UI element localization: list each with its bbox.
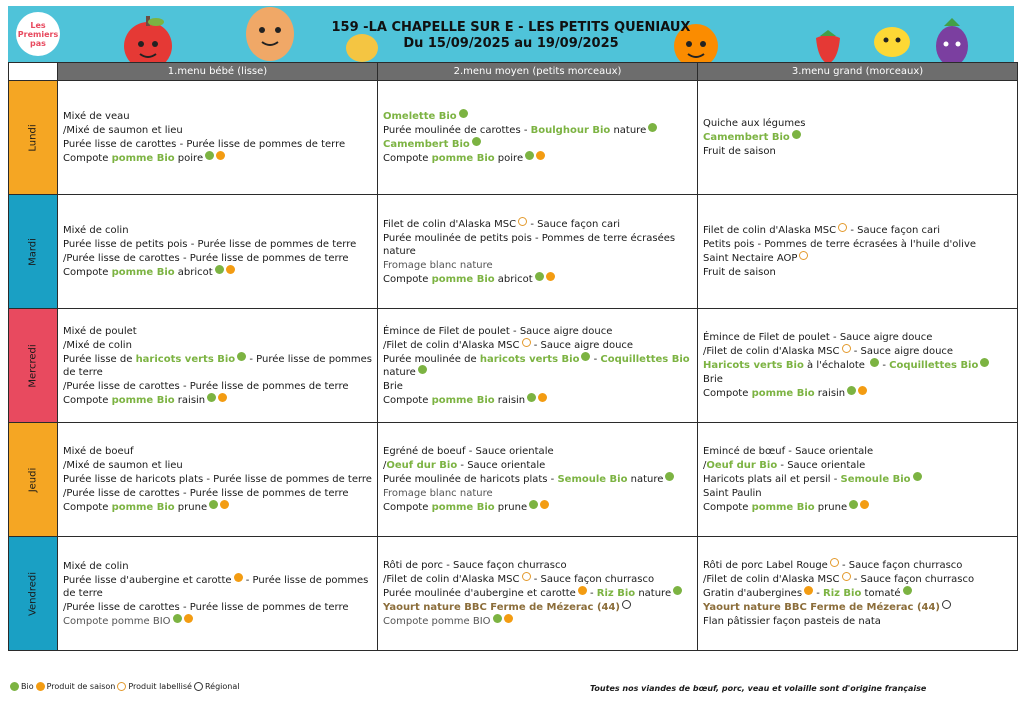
menu-cell-mercredi-baby: Mixé de poulet /Mixé de colin Purée lisse de haricots verts Bio - Purée lisse de pommes de terre /Purée lisse de carottes - Purée lisse de pommes de terre Compote pomme Bio raisin: [58, 309, 378, 423]
bio-icon: [792, 130, 801, 139]
bio-icon: [207, 393, 216, 402]
label-icon: [842, 344, 851, 353]
bio-icon: [581, 352, 590, 361]
menu-cell-vendredi-large: Rôti de porc Label Rouge - Sauce façon churrasco /Filet de colin d'Alaska MSC - Sauce façon churrasco Gratin d'aubergines - Riz Bio tomaté Yaourt nature BBC Ferme de Mézerac (44) Flan pâtissier façon pasteis de nata: [698, 537, 1018, 651]
season-icon: [578, 586, 587, 595]
header-banner: [8, 6, 1014, 62]
bio-icon: [459, 109, 468, 118]
bio-icon: [913, 472, 922, 481]
menu-cell-mercredi-large: Émince de Filet de poulet - Sauce aigre douce /Filet de colin d'Alaska MSC - Sauce aigre douce Haricots verts Bio à l'échalote - Coquillettes Bio Brie Compote pomme Bio raisin: [698, 309, 1018, 423]
menu-cell-jeudi-baby: Mixé de boeuf /Mixé de saumon et lieu Purée lisse de haricots plats - Purée lisse de pommes de terre /Purée lisse de carottes - Purée lisse de pommes de terre Compote pomme Bio prune: [58, 423, 378, 537]
bio-icon: [173, 614, 182, 623]
bio-icon: [527, 393, 536, 402]
menu-cell-jeudi-large: Emincé de bœuf - Sauce orientale /Oeuf dur Bio - Sauce orientale Haricots plats ail et persil - Semoule Bio Saint Paulin Compote pomme Bio prune: [698, 423, 1018, 537]
menu-cell-mardi-large: Filet de colin d'Alaska MSC - Sauce façon cari Petits pois - Pommes de terre écrasées à l'huile d'olive Saint Nectaire AOP Fruit de saison: [698, 195, 1018, 309]
bio-icon: [472, 137, 481, 146]
season-icon: [184, 614, 193, 623]
season-icon: [546, 272, 555, 281]
brand-logo: Les Premiers pas: [16, 12, 60, 56]
bio-icon: [847, 386, 856, 395]
bio-icon: [870, 358, 879, 367]
page-title: 159 -LA CHAPELLE SUR E - LES PETITS QUENIAUX Du 15/09/2025 au 19/09/2025: [331, 20, 691, 51]
label-icon: [518, 217, 527, 226]
bio-icon: [10, 682, 19, 691]
season-icon: [540, 500, 549, 509]
bio-icon: [849, 500, 858, 509]
regional-icon: [942, 600, 951, 609]
bio-icon: [215, 265, 224, 274]
menu-cell-vendredi-baby: Mixé de colin Purée lisse d'aubergine et carotte - Purée lisse de pommes de terre /Purée lisse de carottes - Purée lisse de pommes de terre Compote pomme BIO: [58, 537, 378, 651]
menu-cell-mardi-medium: Filet de colin d'Alaska MSC - Sauce façon cari Purée moulinée de petits pois - Pommes de terre écrasées nature Fromage blanc nature Compote pomme Bio abricot: [378, 195, 698, 309]
menu-cell-mercredi-medium: Émince de Filet de poulet - Sauce aigre douce /Filet de colin d'Alaska MSC - Sauce aigre douce Purée moulinée de haricots verts Bio - Coquillettes Bio nature Brie Compote pomme Bio raisin: [378, 309, 698, 423]
day-label-mercredi: Mercredi: [9, 309, 58, 423]
season-icon: [36, 682, 45, 691]
label-icon: [117, 682, 126, 691]
column-header-baby: 1.menu bébé (lisse): [58, 63, 378, 81]
season-icon: [226, 265, 235, 274]
season-icon: [220, 500, 229, 509]
bio-icon: [665, 472, 674, 481]
bio-icon: [648, 123, 657, 132]
season-icon: [216, 151, 225, 160]
bio-icon: [529, 500, 538, 509]
label-icon: [842, 572, 851, 581]
menu-cell-lundi-baby: Mixé de veau /Mixé de saumon et lieu Purée lisse de carottes - Purée lisse de pommes de terre Compote pomme Bio poire: [58, 81, 378, 195]
origin-footnote: Toutes nos viandes de bœuf, porc, veau et volaille sont d'origine française: [590, 684, 927, 693]
bio-icon: [493, 614, 502, 623]
label-icon: [838, 223, 847, 232]
legend-label: Produit labellisé: [128, 682, 192, 691]
day-label-jeudi: Jeudi: [9, 423, 58, 537]
menu-cell-lundi-large: Quiche aux légumes Camembert Bio Fruit de saison: [698, 81, 1018, 195]
legend-regional: Régional: [204, 682, 240, 691]
menu-cell-jeudi-medium: Egréné de boeuf - Sauce orientale /Oeuf dur Bio - Sauce orientale Purée moulinée de haricots plats - Semoule Bio nature Fromage blanc nature Compote pomme Bio prune: [378, 423, 698, 537]
season-icon: [804, 586, 813, 595]
day-label-vendredi: Vendredi: [9, 537, 58, 651]
bio-icon: [980, 358, 989, 367]
label-icon: [830, 558, 839, 567]
season-icon: [504, 614, 513, 623]
weekly-menu-table: [8, 62, 1018, 651]
bio-icon: [237, 352, 246, 361]
table-corner: [9, 63, 58, 81]
label-icon: [522, 338, 531, 347]
bio-icon: [525, 151, 534, 160]
menu-cell-lundi-medium: Omelette Bio Purée moulinée de carottes - Boulghour Bio nature Camembert Bio Compote pomme Bio poire: [378, 81, 698, 195]
menu-cell-vendredi-medium: Rôti de porc - Sauce façon churrasco /Filet de colin d'Alaska MSC - Sauce façon churrasco Purée moulinée d'aubergine et carotte - Riz Bio nature Yaourt nature BBC Ferme de Mézerac (44) Compote pomme BIO: [378, 537, 698, 651]
season-icon: [538, 393, 547, 402]
legend: [10, 682, 240, 691]
bio-icon: [673, 586, 682, 595]
label-icon: [799, 251, 808, 260]
legend-season: Produit de saison: [46, 682, 116, 691]
menu-cell-mardi-baby: Mixé de colin Purée lisse de petits pois - Purée lisse de pommes de terre /Purée lisse de carottes - Purée lisse de pommes de terre Compote pomme Bio abricot: [58, 195, 378, 309]
bio-icon: [209, 500, 218, 509]
day-label-mardi: Mardi: [9, 195, 58, 309]
regional-icon: [194, 682, 203, 691]
regional-icon: [622, 600, 631, 609]
column-header-medium: 2.menu moyen (petits morceaux): [378, 63, 698, 81]
bio-icon: [535, 272, 544, 281]
season-icon: [234, 573, 243, 582]
season-icon: [536, 151, 545, 160]
season-icon: [858, 386, 867, 395]
bio-icon: [903, 586, 912, 595]
bio-icon: [205, 151, 214, 160]
season-icon: [860, 500, 869, 509]
day-label-lundi: Lundi: [9, 81, 58, 195]
label-icon: [522, 572, 531, 581]
column-header-large: 3.menu grand (morceaux): [698, 63, 1018, 81]
bio-icon: [418, 365, 427, 374]
season-icon: [218, 393, 227, 402]
legend-bio: Bio: [21, 682, 34, 691]
